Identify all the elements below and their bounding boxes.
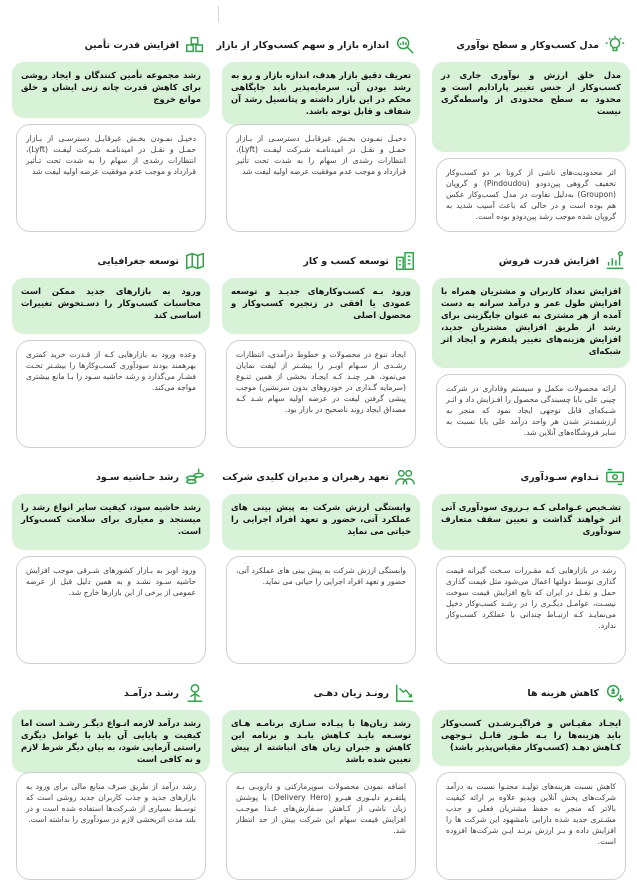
- card-market-size: [216, 30, 420, 238]
- card-sales-power: [432, 246, 630, 454]
- card-highlight: ورود به بازارهای جدید ممکن است محاسبات کسب‌وکار را دسـتخوش تغییرات اساسی کند: [12, 278, 210, 334]
- card-cost-reduction: [432, 678, 630, 886]
- card-title: اندازه بازار و سهم کسب‌وکار از بازار: [216, 39, 389, 51]
- leaders-icon: [394, 466, 416, 488]
- card-title: مدل کسب‌وکار و سطح نوآوری: [456, 39, 599, 51]
- buildings-icon: [394, 250, 416, 272]
- magnifier-chart-icon: [394, 34, 416, 56]
- card-title: رشد حـاشیه سـود: [96, 471, 179, 483]
- card-leadership-commitment: [222, 462, 420, 670]
- card-highlight: رشد مجموعه تأمین کنندگان و ایجاد روشی برای کاهش قدرت چانه زنی ایشان و خلق موانع خروج: [12, 62, 210, 118]
- gear-bulb-icon: [604, 34, 626, 56]
- cost-down-icon: [604, 682, 626, 704]
- card-revenue-growth: [12, 678, 210, 886]
- card-title: توسعه جغرافیایی: [97, 255, 179, 267]
- card-title: کاهش هزینه ها: [527, 687, 599, 699]
- card-example: رشد در بازارهایی کـه مقـررات سـخت گیرانه قیمت گذاری توسط دولتها اعمال می‌شود مثل قیمت گذاری حمل و نقـل در ایران که تابع افزایش قیمت سوخت نیسـت، عوامـل دیگـری را در رشـد کسب‌وکار دخیل می‌نمایـد کـه ارتبـاط چندانی با عملکرد کسب‌وکار ندارد.: [436, 556, 626, 664]
- card-example: دخیـل نمـودن بخـش غیرقابـل دسترسـی از بـازار حمـل و نقـل در امیدنامـه شـرکت لیفـت (Lyft)، انتظارات رشدی از سهام را به شدت تحت تأثیر قرارداد و موجب عدم موفقیت عرضه اولیه لیفت شد: [226, 124, 416, 232]
- card-title: تـداوم سـودآوری: [520, 471, 599, 483]
- card-loss-trend: [222, 678, 420, 886]
- card-title: رشـد درآمـد: [123, 687, 179, 699]
- money-arrows-icon: [604, 466, 626, 488]
- card-example: ارائه محصولات مکمل و سیستم وفاداری در شرکت چینی علی بابا چسبندگی محصول را افـزایش داد و اثـر شـبکه‌ای قابل توجهی ایجاد نمود که منجر به ارزشمندتر شدن هر واحد درآمد علی بابا نسبت به سایر فروشگاه‌های آنلاین شد.: [436, 374, 626, 448]
- card-title: تعهد رهبران و مدیران کلیدی شرکت: [222, 471, 389, 483]
- card-highlight: افزایش تعداد کاربران و مشتریان همراه با افزایش طول عمر و درآمد سرانه به دست آمده از هر مشتری به عنوان جایگزینی برای رشد از طریق افزایش مشتریان جدید، افزایش هزینه‌های تغییر پلتفرم و ایجاد اثر شبکه‌ای: [432, 278, 630, 368]
- card-supply-power: [12, 30, 210, 238]
- card-highlight: مدل خلق ارزش و نوآوری جاری در کسب‌وکار از جنس تغییر پارادایم است و محدود به سطح محدودی از واسطه‌گری نیست: [432, 62, 630, 152]
- card-example: اثر محدودیت‌های ناشی از کرونا بر دو کسب‌وکار تخفیف گروهی پین‌دودو (Pindoudou) و گروپان (Groupon) به‌دلیل تفاوت در مدل کسب‌وکار عکس هم بوده است و در حالی که باعث آسیب شدید به گروپان شده موجب رشد پین‌دودو بوده است.: [436, 158, 626, 232]
- card-business-development: [222, 246, 420, 454]
- card-title: رونـد زیان دهـی: [313, 687, 389, 699]
- card-highlight: رشد زیان‌ها با پیـاده سـازی برنامـه هـای توسـعه بایـد کـاهش یابـد و برنامه این کاهش و جبران زیان های انباشته از پیش تعیین شده باشد: [222, 710, 420, 773]
- top-divider-mark: [218, 6, 219, 22]
- map-dollar-icon: [184, 250, 206, 272]
- card-example: اضافه نمودن محصولات سوپرمارکتی و دارویـی بـه پلتفـرم دلیـوری هیـرو (Delivery Hero) با پوشش زیان ناشی از کـاهش سـفارش‌های غـذا موجـب افزایش قیمت سهام این شرکت بیش از حد انتظار شد.: [226, 772, 416, 880]
- card-example: وابستگی ارزش شرکت به پیش بینی های عملکرد آتی، حضور و تعهد افراد اجرایی را حیاتی می نماید.: [226, 556, 416, 664]
- card-highlight: رشد حاشیه سود، کیفیت سایر انواع رشد را میسنجد و معیاری برای سلامت کسب‌وکار است.: [12, 494, 210, 550]
- card-example: کاهش نسبت هزینه‌های تولیـد محتـوا نسبت به درآمد شرکت‌های پخش آنلاین ویدیو علاوه بر ارائه کیفیت بالاتر که منجر به حفظ مشتریان فعلی و جذب مشـتری جدید شده دارایی نامشهود این شرکت ها را افزایش داده و بـر ارزش برنـد ایـن شرکت‌ها افزوده است.: [436, 772, 626, 880]
- profit-coins-icon: [184, 466, 206, 488]
- card-title: توسعه کسب و کار: [303, 255, 389, 267]
- card-highlight: ایجـاد مقیـاس و فراگیـرشـدن کسب‌وکار باید هزینه‌ها را بـه طـور قابـل تـوجهی کـاهش دهـد (کسب‌وکار مقیاس‌پذیر باشد): [432, 710, 630, 766]
- card-highlight: ورود بـه کسب‌وکارهای جدیـد و توسعه عمودی یا افقی در زنجیره کسب‌وکار و محصول اصلی: [222, 278, 420, 334]
- card-title: افزایش قدرت تأمین: [84, 39, 179, 51]
- card-example: ورود اوبر به بـازار کشورهای شـرقی موجب افزایش حاشیه سـود نشـد و به همین دلیل قبل از عرضه عمومی از برخی از این بازارها خارج شد.: [16, 556, 206, 664]
- card-title: افزایش قدرت فروش: [498, 255, 599, 267]
- card-example: وعده ورود به بازارهایی کـه از قـدرت خرید کمتری بهرهمند بودند سودآوری کسب‌وکارها را بیشـتر تحـت فشـار می‌گذارد و رشد حاشیه سـود را بـا مانع بیشتری مواجه می‌کند.: [16, 340, 206, 448]
- card-highlight: رشد درآمد لازمه انـواع دیگـر رشـد است اما کیفیت و پایایی آن باید با عوامل دیگری راستی آزمایی شود، به بیان دیگر شرط لازم و نه کافی است: [12, 710, 210, 773]
- card-business-model: [432, 30, 630, 238]
- card-highlight: تشـخیص عـواملی کـه بـرروی سودآوری آتی اثر خواهند گذاشت و تعیین سقف متعارف سودآوری: [432, 494, 630, 550]
- card-highlight: وابستگی ارزش شرکت به پیش بینی های عملکرد آتی، حضور و تعهد افراد اجرایی را حیاتی می نماید: [222, 494, 420, 550]
- card-profit-continuity: [432, 462, 630, 670]
- growth-factors-grid: [12, 30, 630, 886]
- card-example: دخیـل نمـودن بخـش غیرقابـل دسترسـی از بـازار حمـل و نقـل در امیدنامـه شـرکت لیفـت (Lyft)، انتظارات رشدی از سهام را به شدت تحت تـأثیر قرارداد و موجب عدم موفقیت عرضه اولیه لیفت شد: [16, 124, 206, 232]
- dollar-chart-icon: [604, 250, 626, 272]
- card-highlight: تعریف دقیق بازار هدف، اندازه بازار و رو به رشد بودن آن. سرمایه‌پذیر باید جایگاهی محکم در این بازار داشته و پتانسیل رشد آن شفاف و قابل توجه باشد.: [222, 62, 420, 125]
- supply-boxes-icon: [184, 34, 206, 56]
- card-example: ایجاد تنوع در محصولات و خطوط درآمدی، انتظارات رشـدی از سـهام اوبـر را بیشـتر از لیفت نمایان می‌نمود، هـر چنـد کـه ایجـاد بخشی از همین تنـوع (سرمایه گـذاری در خودروهای بدون سرنشین) موجب پیشی گرفتن لیفت در عرضه اولیه سهام شـد کـه مصداق ایجاد روند ناصحیح در بازار بود.: [226, 340, 416, 448]
- card-geographic-expansion: [12, 246, 210, 454]
- loss-chart-icon: [394, 682, 416, 704]
- revenue-growth-icon: [184, 682, 206, 704]
- card-margin-growth: [12, 462, 210, 670]
- card-example: رشد درآمد از طریق صرف منابع مالی برای ورود به بازارهای جدید و جذب کاربران جدید روشی است که توسـط بسیاری از شـرکت‌ها استفاده شده است و در بلند مدت اثربخشی لازم در سودآوری را نداشته است.: [16, 772, 206, 880]
